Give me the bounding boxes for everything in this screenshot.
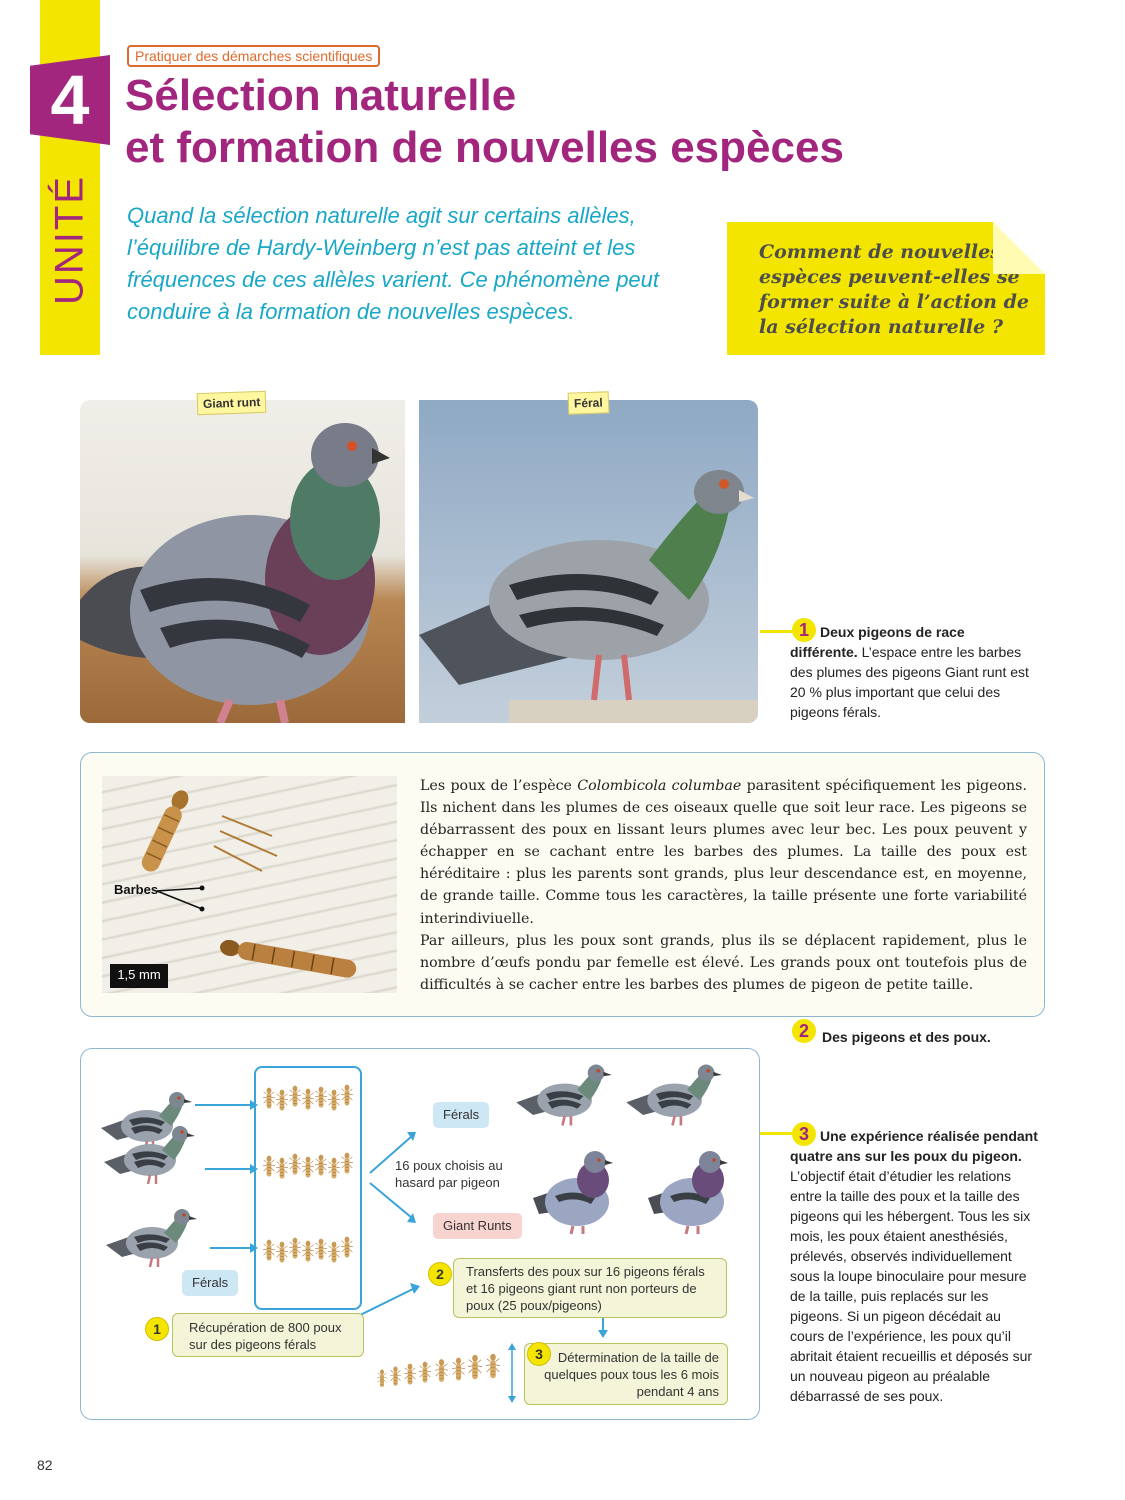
- doc2-text: [420, 775, 1027, 996]
- step3-number: 3: [527, 1342, 551, 1366]
- ferals-tag-right: Férals: [433, 1102, 489, 1128]
- feral-pigeon-result-2: [626, 1065, 722, 1126]
- feral-photo: [419, 400, 758, 723]
- page-title: [125, 70, 985, 174]
- step3-box: Détermination de la taille de quelques poux tous les 6 mois pendant 4 ans: [524, 1343, 728, 1405]
- lice-group-box: [254, 1066, 362, 1310]
- doc3-caption-title: Une expérience réalisée pendant quatre ans sur les poux du pigeon.: [790, 1128, 1038, 1164]
- ferals-tag-left: Férals: [182, 1270, 238, 1296]
- feral-pigeon-result-1: [516, 1065, 612, 1126]
- giant-runt-photo: [80, 400, 405, 723]
- giant-runt-pigeon-1: [533, 1151, 613, 1234]
- practice-badge: Pratiquer des démarches scientifiques: [127, 45, 380, 67]
- giant-runt-pigeon-2: [648, 1151, 728, 1234]
- doc2-paragraph-1: [420, 775, 1027, 930]
- page-title-line2: et formation de nouvelles espèces: [125, 123, 844, 172]
- question-box: [727, 222, 1045, 355]
- step1-number: 1: [145, 1317, 169, 1341]
- doc3-caption-text: L’objectif était d’étudier les relations entre la taille des poux et la taille des pigeons qui les hébergent. Tous les six mois, les poux étaient anesthésiés, prélevés, observés individuellement sous la loupe binoculaire pour mesure de la taille, puis replacés sur les pigeons. Si un pigeon décédait au cours de l’expérience, les poux qu’il abritait étaient recueillis et déposés sur un nouveau pigeon au préalable débarrassé de ses poux.: [790, 1168, 1033, 1404]
- doc2-caption: [822, 1027, 1042, 1047]
- step2-number: 2: [428, 1262, 452, 1286]
- giant-runt-tag: Giant runt: [197, 391, 267, 415]
- feral-pigeon-illustration: [419, 400, 758, 723]
- page-title-line1: Sélection naturelle: [125, 71, 517, 120]
- feral-pigeon-3: [106, 1209, 197, 1267]
- page-curl-decoration: [993, 222, 1045, 274]
- doc2-paragraph-2: Par ailleurs, plus les poux sont grands, plus ils se déplacent rapidement, plus le nombre d’œufs pondu par femelle est élevé. Les grands poux ont toutefois plus de difficultés à se cacher entre les barbes des plumes de pigeon de petite taille.: [420, 932, 1027, 993]
- question-text: Comment de nouvelles espèces peuvent-elles se former suite à l’action de la sélection naturelle ?: [759, 241, 1029, 338]
- giant-runt-pigeon-illustration: [80, 400, 405, 723]
- step2-box: Transferts des poux sur 16 pigeons férals et 16 pigeons giant runt non porteurs de poux (25 poux/pigeons): [453, 1258, 727, 1318]
- step1-box: Récupération de 800 poux sur des pigeons férals: [172, 1313, 364, 1357]
- barbes-label: Barbes: [114, 882, 159, 897]
- giant-runts-tag: Giant Runts: [433, 1213, 522, 1239]
- doc1-caption: [790, 622, 1035, 722]
- doc2-p1-start: Les poux de l’espèce: [420, 778, 578, 794]
- feral-tag: Féral: [568, 391, 609, 414]
- doc1-number: 1: [792, 618, 816, 642]
- intro-text: Quand la sélection naturelle agit sur certains allèles, l’équilibre de Hardy-Weinberg n’est pas atteint et les fréquences de ces allèles varient. Ce phénomène peut conduire à la formation de nouvelles espèces.: [127, 203, 660, 324]
- doc1-caption-text: L’espace entre les barbes des plumes des pigeons Giant runt est 20 % plus important que celui des pigeons férals.: [790, 644, 1029, 720]
- scale-bar: 1,5 mm: [110, 964, 168, 988]
- doc3-number: 3: [792, 1122, 816, 1146]
- unit-label: [47, 170, 93, 310]
- doc3-caption: [790, 1126, 1038, 1406]
- page-number: 82: [37, 1457, 53, 1473]
- doc1-caption-title: Deux pigeons de race différente.: [790, 624, 965, 660]
- random-choice-label: 16 poux choisis au hasard par pigeon: [395, 1158, 503, 1190]
- unit-label-text: UNITÉ: [47, 175, 92, 305]
- doc2-number: 2: [792, 1019, 816, 1043]
- doc2-p1-end: parasitent spécifiquement les pigeons. Ils nichent dans les plumes de ces oiseaux quelle que soit leur race. Les pigeons se débarrassent des poux en lissant leurs plumes avec leur bec. Les poux peuvent y échapper en se cachant entre les barbes des plumes. La taille des poux est héréditaire : plus les parents sont grands, plus leur descendance est, en moyenne, de grande taille. Comme tous les caractères, la taille présente une forte variabilité interindiviuelle.: [420, 778, 1027, 927]
- unit-number: 4: [50, 61, 90, 139]
- doc2-species-name: Colombicola columbae: [577, 778, 742, 794]
- lice-size-series: [377, 1354, 500, 1387]
- doc2-caption-title: Des pigeons et des poux.: [822, 1029, 991, 1045]
